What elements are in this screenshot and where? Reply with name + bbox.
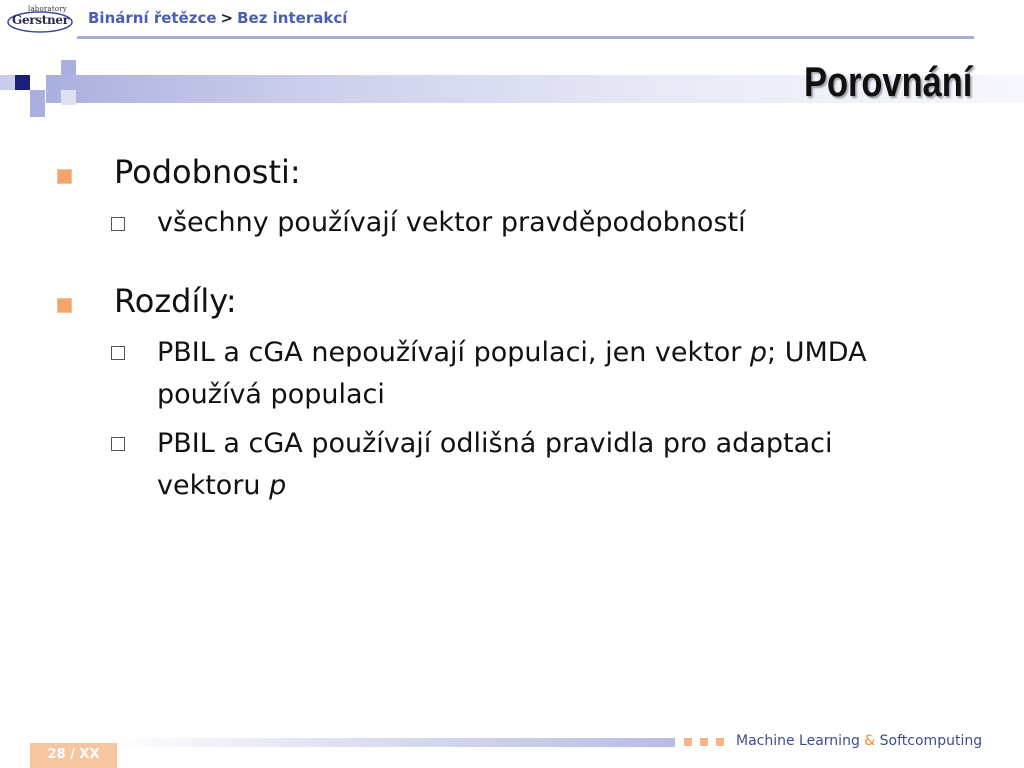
footer-dot-icon [716, 738, 724, 746]
logo-name: Gerstner [12, 13, 69, 27]
deco-square [30, 90, 45, 105]
list-item-text: vektoru [157, 470, 270, 501]
course-name-part1: Machine Learning [736, 733, 860, 749]
list-item-text: ; UMDA [767, 337, 867, 368]
course-name [736, 733, 982, 749]
variable-p: p [749, 337, 768, 368]
header-divider [77, 36, 974, 39]
deco-square [0, 75, 15, 90]
deco-square [30, 104, 45, 117]
square-bullet-icon [57, 169, 72, 184]
variable-p: p [269, 470, 287, 501]
section-heading-podobnosti: Podobnosti: [114, 153, 301, 191]
footer-divider [110, 738, 675, 747]
breadcrumb-separator: > [220, 9, 234, 27]
list-item-text: PBIL a cGA nepoužívají populaci, jen vektor [157, 337, 750, 368]
page-number: 28 / XX [47, 747, 100, 762]
deco-square [61, 90, 76, 105]
list-item-text: PBIL a cGA používají odlišná pravidla pro adaptaci [157, 428, 833, 459]
list-item: všechny používají vektor pravděpodobností [157, 207, 746, 238]
breadcrumb-item-binarni-retezce: Binární řetězce [88, 9, 217, 27]
breadcrumb-item-bez-interakci: Bez interakcí [237, 9, 348, 27]
slide-title: Porovnání [803, 58, 972, 105]
list-item [157, 423, 977, 507]
footer-dot-icon [700, 738, 708, 746]
deco-square [15, 75, 30, 90]
footer-dot-icon [684, 738, 692, 746]
list-item [157, 332, 977, 416]
gerstner-logo [6, 5, 74, 33]
logo-subtitle: laboratory [28, 5, 67, 13]
square-bullet-icon [57, 298, 72, 313]
section-heading-rozdily: Rozdíly: [114, 282, 237, 320]
course-name-part2: Softcomputing [879, 733, 983, 749]
list-item-text: používá populaci [157, 379, 385, 410]
deco-square [46, 75, 61, 90]
course-name-ampersand: & [864, 733, 876, 749]
checkbox-bullet-icon [111, 437, 125, 451]
breadcrumb [88, 9, 347, 27]
deco-square [61, 60, 76, 75]
checkbox-bullet-icon [111, 217, 125, 231]
checkbox-bullet-icon [111, 346, 125, 360]
